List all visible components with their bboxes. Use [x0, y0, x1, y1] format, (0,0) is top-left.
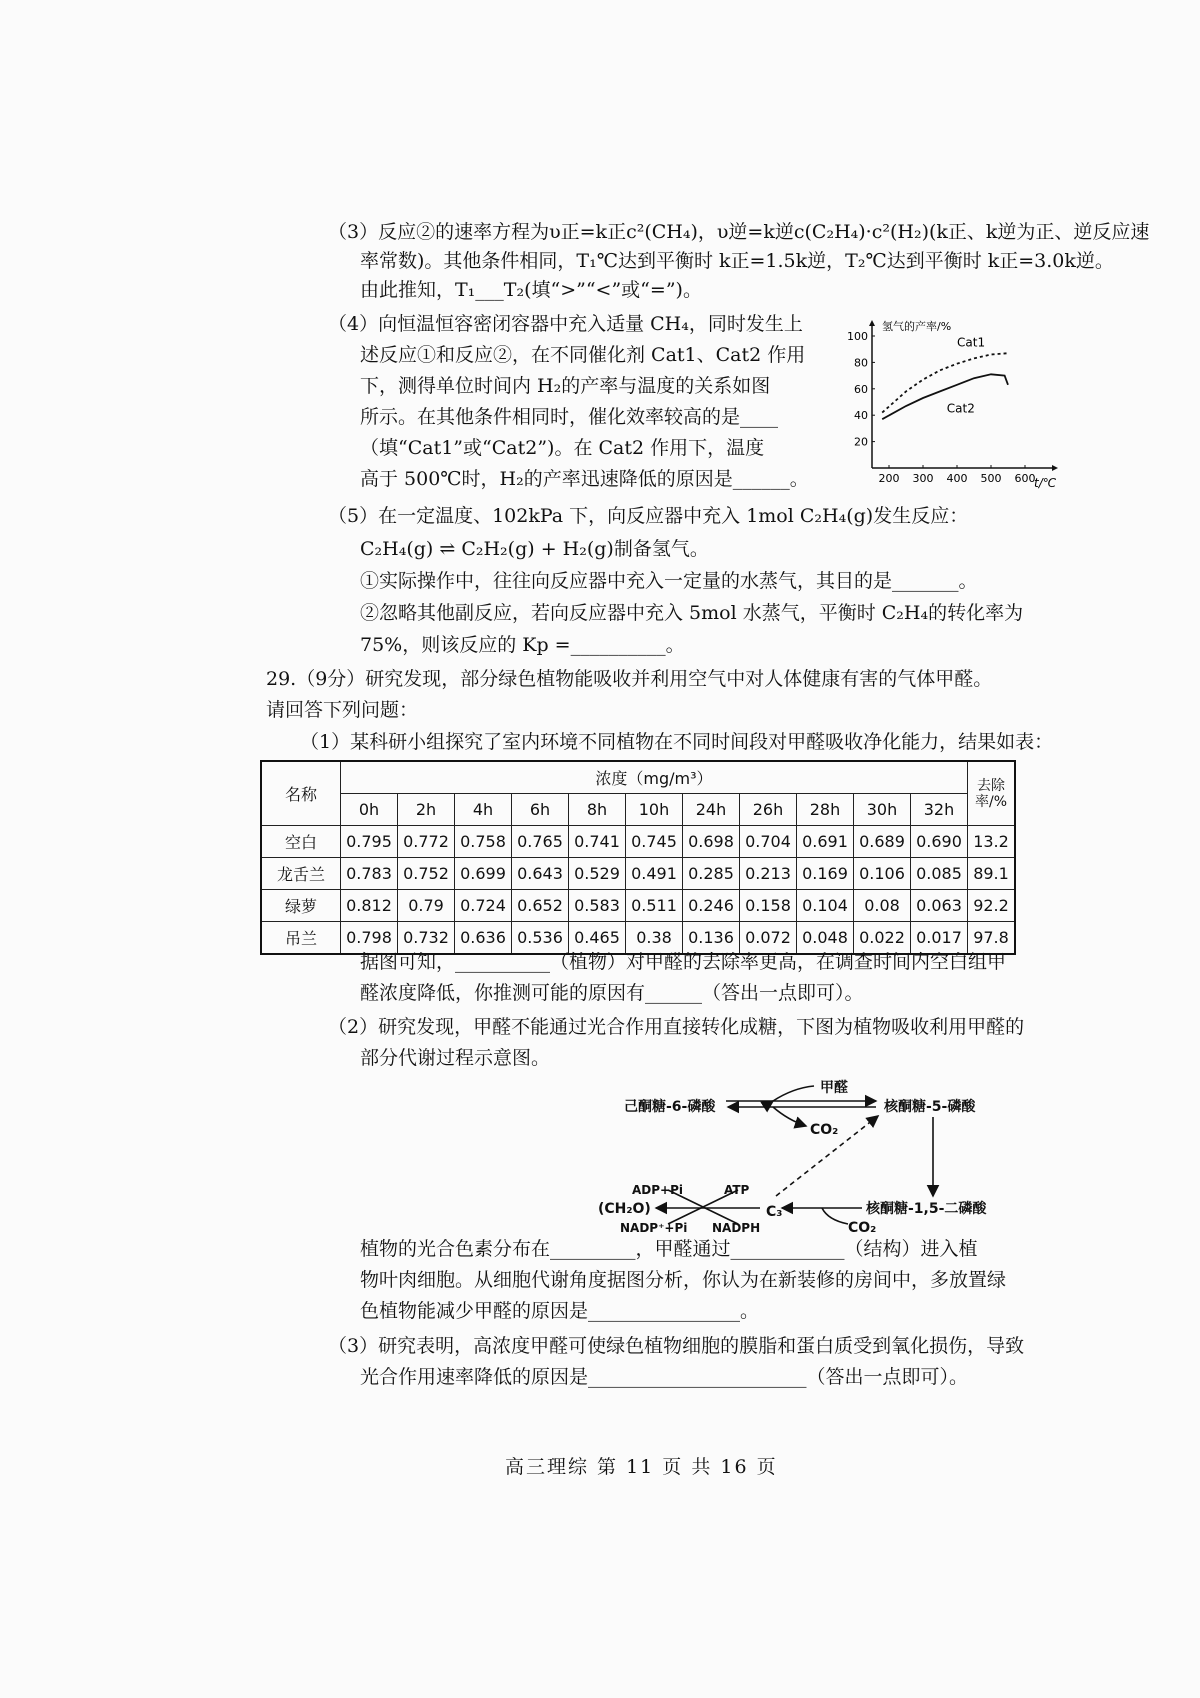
concentration-cell: 0.636 — [455, 922, 512, 955]
y-tick-label: 80 — [854, 356, 868, 370]
q29-after-table-line2: 醛浓度降低，你推测可能的原因有______（答出一点即可）。 — [360, 982, 864, 1004]
co2-top-label: CO₂ — [810, 1122, 839, 1138]
q28-part5-line2: C₂H₄(g) ⇌ C₂H₂(g) + H₂(g)制备氢气。 — [360, 538, 709, 560]
q28-part4-line2: 述反应①和反应②，在不同催化剂 Cat1、Cat2 作用 — [360, 344, 806, 366]
x-tick-label: 200 — [878, 472, 900, 485]
hydrogen-yield-chart — [838, 318, 1058, 493]
q29-part2-line3: 植物的光合色素分布在_________，甲醛通过____________（结构）进入植 — [360, 1238, 978, 1260]
q28-part5-line4: ②忽略其他副反应，若向反应器中充入 5mol 水蒸气，平衡时 C₂H₄的转化率为 — [360, 602, 1024, 624]
rubp-label: 核酮糖-1,5-二磷酸 — [866, 1201, 987, 1217]
concentration-cell: 0.783 — [341, 858, 398, 890]
concentration-cell: 0.772 — [398, 826, 455, 858]
q28-part3-line3: 由此推知，T₁___T₂(填“>”“<”或“=”)。 — [360, 279, 702, 301]
concentration-cell: 0.583 — [569, 890, 626, 922]
y-tick-label: 100 — [847, 330, 868, 343]
page-footer: 高三理综 第 11 页 共 16 页 — [505, 1456, 778, 1478]
concentration-cell: 0.745 — [626, 826, 683, 858]
concentration-cell: 0.724 — [455, 890, 512, 922]
q28-part5-line1: （5）在一定温度、102kPa 下，向反应器中充入 1mol C₂H₄(g)发生反应： — [328, 505, 969, 527]
concentration-cell: 0.643 — [512, 858, 569, 890]
removal-rate-cell: 13.2 — [968, 826, 1016, 858]
q29-intro-line2: 请回答下列问题： — [266, 699, 419, 721]
co2-bottom-label: CO₂ — [848, 1220, 877, 1234]
table-header-name: 名称 — [261, 761, 341, 826]
ch2o-label: (CH₂O) — [598, 1201, 651, 1217]
y-tick-label: 20 — [854, 435, 868, 449]
x-tick-label: 600 — [1014, 472, 1036, 485]
concentration-cell: 0.491 — [626, 858, 683, 890]
q28-part4-line5: （填“Cat1”或“Cat2”)。在 Cat2 作用下，温度 — [360, 437, 765, 459]
y-tick-label: 40 — [854, 409, 868, 423]
series-label: Cat1 — [957, 335, 986, 350]
co2-release-arrow — [773, 1107, 806, 1126]
concentration-cell: 0.698 — [683, 826, 740, 858]
q29-part2-line1: （2）研究发现，甲醛不能通过光合作用直接转化成糖，下图为植物吸收利用甲醛的 — [328, 1016, 1025, 1038]
concentration-cell: 0.741 — [569, 826, 626, 858]
time-header: 24h — [683, 794, 740, 826]
concentration-cell: 0.732 — [398, 922, 455, 955]
concentration-cell: 0.08 — [854, 890, 911, 922]
metabolism-diagram — [598, 1074, 1068, 1234]
concentration-cell: 0.690 — [911, 826, 968, 858]
row-plant-name: 空白 — [261, 826, 341, 858]
removal-rate-cell: 89.1 — [968, 858, 1016, 890]
q29-part3-line1: （3）研究表明，高浓度甲醛可使绿色植物细胞的膜脂和蛋白质受到氧化损伤，导致 — [328, 1335, 1025, 1357]
concentration-cell: 0.213 — [740, 858, 797, 890]
concentration-cell: 0.704 — [740, 826, 797, 858]
chart-ylabel: 氢气的产率/% — [882, 320, 952, 333]
concentration-cell: 0.048 — [797, 922, 854, 955]
concentration-cell: 0.812 — [341, 890, 398, 922]
series-label: Cat2 — [946, 401, 975, 416]
row-plant-name: 吊兰 — [261, 922, 341, 955]
concentration-cell: 0.38 — [626, 922, 683, 955]
q29-part3-line2: 光合作用速率降低的原因是_______________________（答出一点即可）。 — [360, 1366, 969, 1388]
q28-part5-line5: 75%，则该反应的 Kp =__________。 — [360, 634, 685, 656]
q29-part1-line: （1）某科研小组探究了室内环境不同植物在不同时间段对甲醛吸收净化能力，结果如表： — [300, 731, 1054, 753]
q29-part2-line4: 物叶肉细胞。从细胞代谢角度据图分析，你认为在新装修的房间中，多放置绿 — [360, 1269, 1007, 1291]
concentration-cell: 0.104 — [797, 890, 854, 922]
x-tick-label: 300 — [912, 472, 934, 485]
concentration-cell: 0.758 — [455, 826, 512, 858]
q28-part4-line6: 高于 500℃时，H₂的产率迅速降低的原因是______。 — [360, 468, 809, 490]
time-header: 28h — [797, 794, 854, 826]
series-line-cat1 — [882, 353, 1008, 412]
x-tick-label: 500 — [980, 472, 1002, 485]
concentration-cell: 0.652 — [512, 890, 569, 922]
x-tick-label: 400 — [946, 472, 968, 485]
hexose-6p-label: 己酮糖-6-磷酸 — [624, 1099, 716, 1115]
chart-xlabel: t/℃ — [1034, 476, 1057, 490]
concentration-cell: 0.106 — [854, 858, 911, 890]
q29-after-table-line1: 据图可知，__________（植物）对甲醛的去除率更高，在调查时间内空白组甲 — [360, 951, 1007, 973]
concentration-cell: 0.79 — [398, 890, 455, 922]
time-header: 30h — [854, 794, 911, 826]
table-row — [261, 826, 1015, 858]
concentration-cell: 0.699 — [455, 858, 512, 890]
concentration-cell: 0.465 — [569, 922, 626, 955]
formaldehyde-label: 甲醛 — [820, 1080, 848, 1096]
table-row — [261, 890, 1015, 922]
table-header-concentration: 浓度（mg/m³） — [341, 761, 968, 794]
q29-intro-line1: 29.（9分）研究发现，部分绿色植物能吸收并利用空气中对人体健康有害的气体甲醛。 — [266, 668, 993, 690]
c3-label: C₃ — [766, 1204, 783, 1220]
nadp-label: NADP⁺+Pi — [620, 1221, 688, 1234]
concentration-cell: 0.798 — [341, 922, 398, 955]
concentration-cell: 0.536 — [512, 922, 569, 955]
concentration-cell: 0.063 — [911, 890, 968, 922]
concentration-cell: 0.072 — [740, 922, 797, 955]
concentration-cell: 0.511 — [626, 890, 683, 922]
concentration-cell: 0.285 — [683, 858, 740, 890]
x-axis-arrow-icon — [1052, 465, 1058, 471]
q28-part3-line2: 率常数)。其他条件相同，T₁℃达到平衡时 k正=1.5k逆，T₂℃达到平衡时 k正=3.0k逆。 — [360, 250, 1114, 272]
concentration-cell: 0.136 — [683, 922, 740, 955]
time-header: 26h — [740, 794, 797, 826]
time-header: 2h — [398, 794, 455, 826]
time-header: 0h — [341, 794, 398, 826]
q28-part5-line3: ①实际操作中，往往向反应器中充入一定量的水蒸气，其目的是_______。 — [360, 570, 978, 592]
atp-label: ATP — [724, 1183, 750, 1197]
q28-part4-line4: 所示。在其他条件相同时，催化效率较高的是____ — [360, 406, 779, 428]
concentration-cell: 0.085 — [911, 858, 968, 890]
concentration-cell: 0.022 — [854, 922, 911, 955]
q29-part2-line2: 部分代谢过程示意图。 — [360, 1047, 551, 1069]
row-plant-name: 龙舌兰 — [261, 858, 341, 890]
adp-label: ADP+Pi — [632, 1183, 684, 1197]
concentration-cell: 0.169 — [797, 858, 854, 890]
concentration-cell: 0.158 — [740, 890, 797, 922]
formaldehyde-table — [260, 760, 1016, 955]
nadph-label: NADPH — [712, 1221, 761, 1234]
time-header: 6h — [512, 794, 569, 826]
q28-part4-line1: （4）向恒温恒容密闭容器中充入适量 CH₄，同时发生上 — [328, 313, 803, 335]
table-header-removal-rate: 去除率/% — [968, 761, 1016, 826]
concentration-cell: 0.529 — [569, 858, 626, 890]
time-header: 8h — [569, 794, 626, 826]
q29-part2-line5: 色植物能减少甲醛的原因是________________。 — [360, 1300, 760, 1322]
concentration-cell: 0.691 — [797, 826, 854, 858]
table-row — [261, 858, 1015, 890]
concentration-cell: 0.752 — [398, 858, 455, 890]
concentration-cell: 0.795 — [341, 826, 398, 858]
removal-rate-cell: 92.2 — [968, 890, 1016, 922]
y-tick-label: 60 — [854, 382, 868, 396]
co2-fixation-arrow — [822, 1208, 848, 1224]
concentration-cell: 0.017 — [911, 922, 968, 955]
time-header: 10h — [626, 794, 683, 826]
removal-rate-cell: 97.8 — [968, 922, 1016, 955]
time-header: 4h — [455, 794, 512, 826]
ribulose-5p-label: 核酮糖-5-磷酸 — [884, 1099, 976, 1115]
concentration-cell: 0.689 — [854, 826, 911, 858]
formaldehyde-arrow — [773, 1086, 814, 1101]
q28-part3-line1: （3）反应②的速率方程为υ正=k正c²(CH₄)，υ逆=k逆c(C₂H₄)·c²(H₂)(k正、k逆为正、逆反应速 — [328, 221, 1150, 243]
time-header: 32h — [911, 794, 968, 826]
q28-part4-line3: 下，测得单位时间内 H₂的产率与温度的关系如图 — [360, 375, 771, 397]
concentration-cell: 0.765 — [512, 826, 569, 858]
concentration-cell: 0.246 — [683, 890, 740, 922]
row-plant-name: 绿萝 — [261, 890, 341, 922]
y-axis-arrow-icon — [869, 320, 875, 326]
